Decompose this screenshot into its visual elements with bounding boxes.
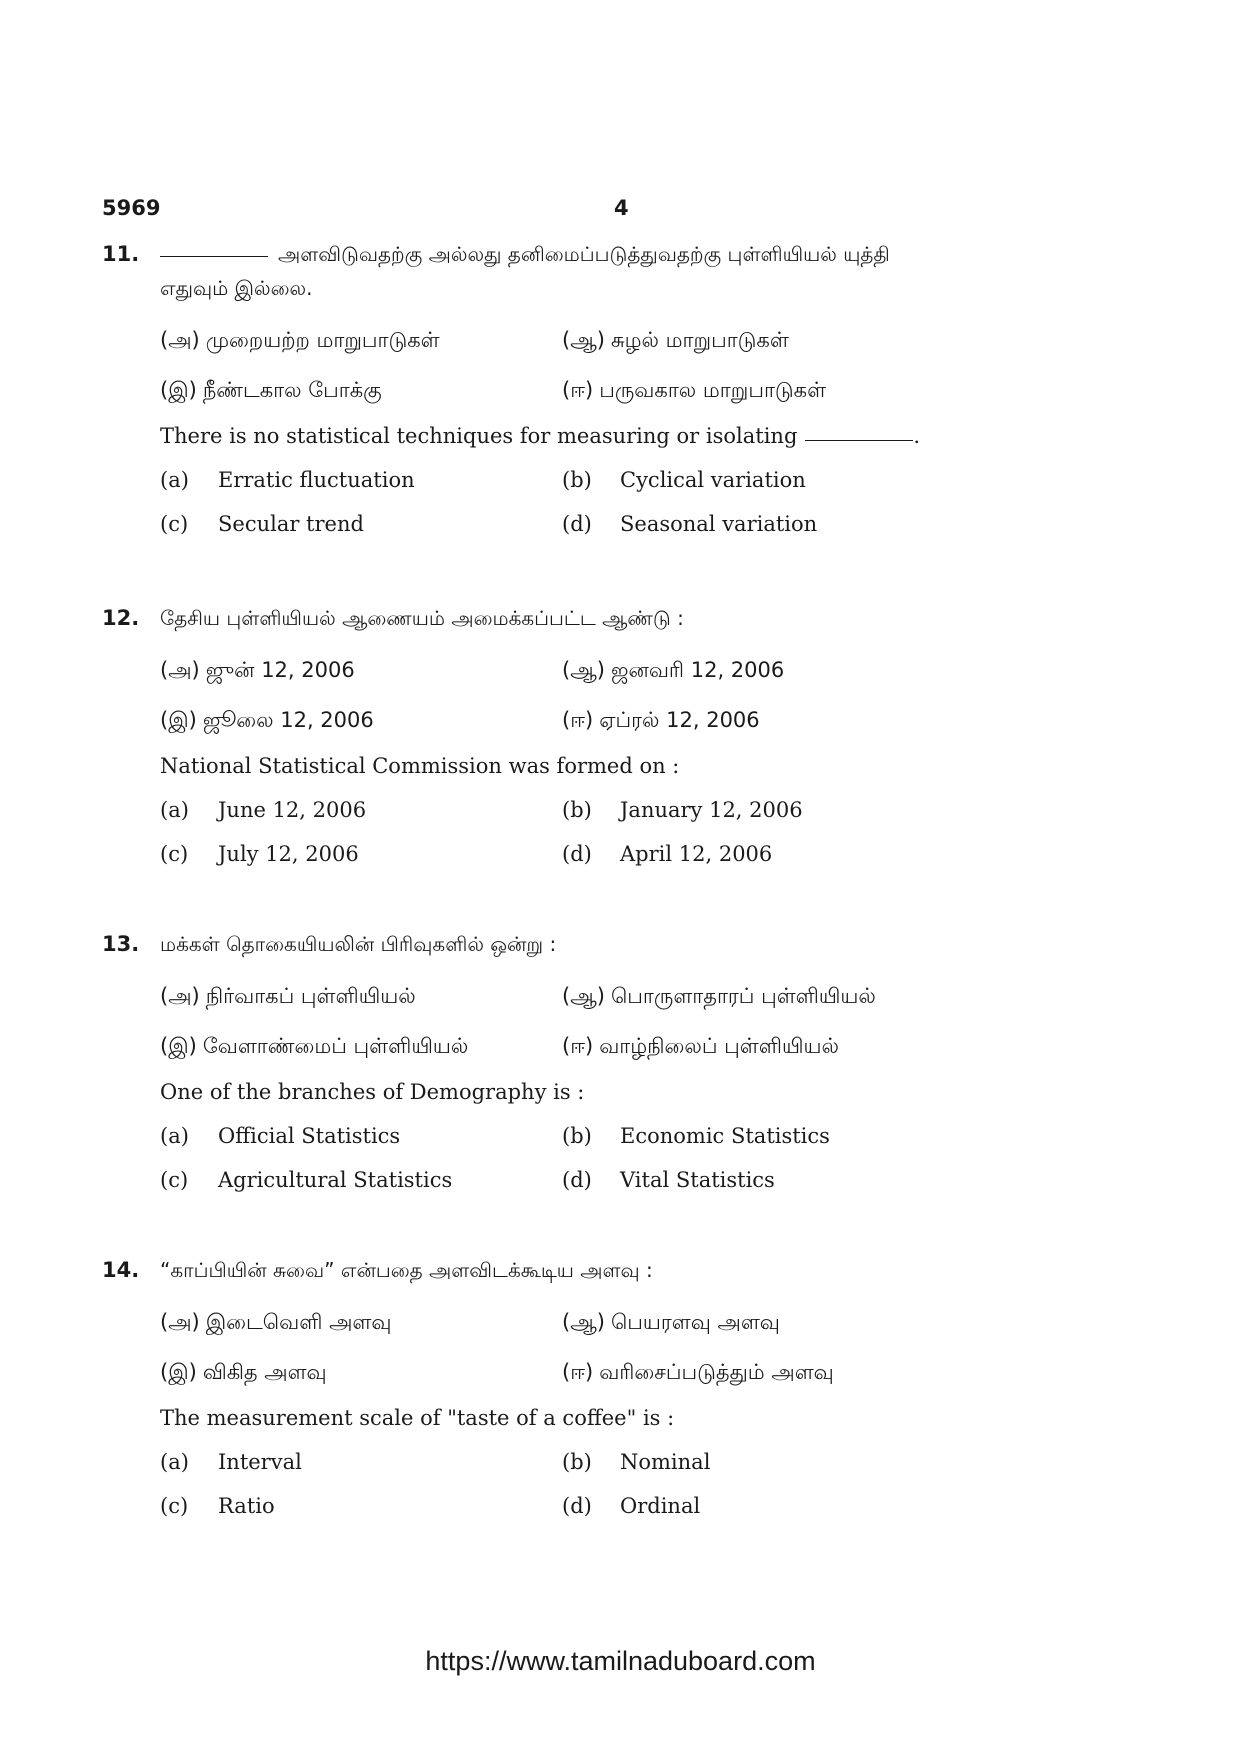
tamil-option-b [562, 658, 784, 685]
tamil-option-a [160, 658, 355, 685]
question-english-text [160, 424, 920, 448]
option-label: (d) [562, 842, 592, 866]
english-option-a [160, 1124, 400, 1148]
option-label: (அ) [160, 984, 200, 1008]
option-label: (இ) [160, 708, 197, 732]
question-tamil-text: “காப்பியின் சுவை” என்பதை அளவிடக்கூடிய அளவு : [160, 1258, 653, 1282]
english-option-b [562, 798, 803, 822]
option-text: Economic Statistics [620, 1124, 830, 1148]
option-label: (d) [562, 1168, 592, 1192]
option-text: ஜூலை 12, 2006 [202, 708, 374, 732]
tamil-option-d [562, 1360, 834, 1387]
english-option-a [160, 468, 415, 492]
page-number: 4 [614, 196, 629, 220]
option-label: (அ) [160, 328, 200, 352]
option-text: Vital Statistics [620, 1168, 775, 1192]
option-label: (இ) [160, 1034, 197, 1058]
question-tamil-text: தேசிய புள்ளியியல் ஆணையம் அமைக்கப்பட்ட ஆண்டு : [160, 606, 684, 630]
english-option-c [160, 1168, 452, 1192]
option-text: Secular trend [218, 512, 364, 536]
question-tamil-text: மக்கள் தொகையியலின் பிரிவுகளில் ஒன்று : [160, 932, 557, 956]
english-option-d [562, 512, 817, 536]
option-text: Official Statistics [218, 1124, 401, 1148]
option-text: சுழல் மாறுபாடுகள் [610, 328, 789, 352]
english-option-c [160, 512, 364, 536]
option-text: விகித அளவு [202, 1360, 327, 1384]
english-option-b [562, 1450, 710, 1474]
question-english-text: The measurement scale of "taste of a coffee" is : [160, 1406, 675, 1430]
tamil-option-c [160, 378, 382, 405]
option-text: Ratio [218, 1494, 275, 1518]
option-text: வாழ்நிலைப் புள்ளியியல் [599, 1034, 839, 1058]
question-tamil-line2: எதுவும் இல்லை. [160, 276, 313, 300]
option-text: ஏப்ரல் 12, 2006 [599, 708, 760, 732]
option-label: (c) [160, 1494, 189, 1518]
tamil-option-b [562, 1310, 780, 1337]
tamil-option-d [562, 378, 826, 405]
question-number: 12. [102, 606, 140, 630]
option-label: (ஈ) [562, 1360, 594, 1384]
option-label: (இ) [160, 1360, 197, 1384]
question-tamil-line1: அளவிடுவதற்கு அல்லது தனிமைப்படுத்துவதற்கு புள்ளியியல் யுத்தி [278, 242, 890, 266]
option-label: (ஈ) [562, 1034, 594, 1058]
english-option-d [562, 1168, 775, 1192]
option-label: (a) [160, 1124, 189, 1148]
tamil-option-c [160, 1034, 468, 1061]
option-label: (ஆ) [562, 984, 605, 1008]
option-text: Cyclical variation [620, 468, 806, 492]
option-label: (ஆ) [562, 1310, 605, 1334]
option-label: (b) [562, 1450, 592, 1474]
tamil-option-c [160, 708, 374, 735]
english-option-d [562, 842, 772, 866]
english-option-b [562, 468, 806, 492]
option-text: Nominal [620, 1450, 711, 1474]
question-english-text: One of the branches of Demography is : [160, 1080, 585, 1104]
english-option-a [160, 1450, 302, 1474]
option-text: பருவகால மாறுபாடுகள் [599, 378, 827, 402]
english-option-c [160, 1494, 275, 1518]
option-text: Ordinal [620, 1494, 701, 1518]
paper-code: 5969 [102, 196, 161, 220]
answer-blank [160, 256, 268, 257]
option-label: (c) [160, 842, 189, 866]
question-english-end: . [913, 424, 921, 448]
option-text: April 12, 2006 [620, 842, 773, 866]
option-text: வேளாண்மைப் புள்ளியியல் [202, 1034, 469, 1058]
question-english-line: There is no statistical techniques for measuring or isolating [160, 424, 798, 448]
option-text: July 12, 2006 [218, 842, 359, 866]
question-number: 13. [102, 932, 140, 956]
question-tamil-text [160, 242, 890, 269]
tamil-option-a [160, 328, 440, 355]
option-label: (b) [562, 798, 592, 822]
tamil-option-a [160, 1310, 391, 1337]
option-text: Seasonal variation [620, 512, 818, 536]
option-text: June 12, 2006 [218, 798, 367, 822]
option-text: நிர்வாகப் புள்ளியியல் [205, 984, 416, 1008]
tamil-option-c [160, 1360, 327, 1387]
option-label: (a) [160, 798, 189, 822]
footer-url: https://www.tamilnaduboard.com [425, 1646, 816, 1676]
option-label: (ஆ) [562, 328, 605, 352]
tamil-option-a [160, 984, 416, 1011]
option-label: (c) [160, 1168, 189, 1192]
question-number: 14. [102, 1258, 140, 1282]
option-label: (அ) [160, 1310, 200, 1334]
option-text: முறையற்ற மாறுபாடுகள் [205, 328, 440, 352]
option-text: Agricultural Statistics [218, 1168, 453, 1192]
option-label: (d) [562, 512, 592, 536]
english-option-b [562, 1124, 830, 1148]
option-label: (ஈ) [562, 708, 594, 732]
answer-blank [805, 440, 913, 441]
tamil-option-b [562, 328, 789, 355]
option-text: January 12, 2006 [620, 798, 803, 822]
option-text: பொருளாதாரப் புள்ளியியல் [610, 984, 876, 1008]
question-number: 11. [102, 242, 140, 266]
option-label: (d) [562, 1494, 592, 1518]
option-text: வரிசைப்படுத்தும் அளவு [599, 1360, 834, 1384]
english-option-c [160, 842, 359, 866]
option-label: (ஈ) [562, 378, 594, 402]
tamil-option-d [562, 1034, 839, 1061]
option-text: பெயரளவு அளவு [610, 1310, 780, 1334]
option-text: Erratic fluctuation [218, 468, 415, 492]
option-label: (a) [160, 1450, 189, 1474]
option-text: ஜுன் 12, 2006 [205, 658, 355, 682]
option-text: ஜனவரி 12, 2006 [610, 658, 785, 682]
english-option-d [562, 1494, 700, 1518]
option-label: (a) [160, 468, 189, 492]
english-option-a [160, 798, 366, 822]
option-label: (c) [160, 512, 189, 536]
option-text: இடைவெளி அளவு [205, 1310, 392, 1334]
option-text: Interval [218, 1450, 302, 1474]
option-label: (ஆ) [562, 658, 605, 682]
option-label: (இ) [160, 378, 197, 402]
option-label: (b) [562, 468, 592, 492]
option-label: (அ) [160, 658, 200, 682]
option-label: (b) [562, 1124, 592, 1148]
option-text: நீண்டகால போக்கு [202, 378, 382, 402]
tamil-option-d [562, 708, 760, 735]
question-english-text: National Statistical Commission was formed on : [160, 754, 680, 778]
tamil-option-b [562, 984, 876, 1011]
